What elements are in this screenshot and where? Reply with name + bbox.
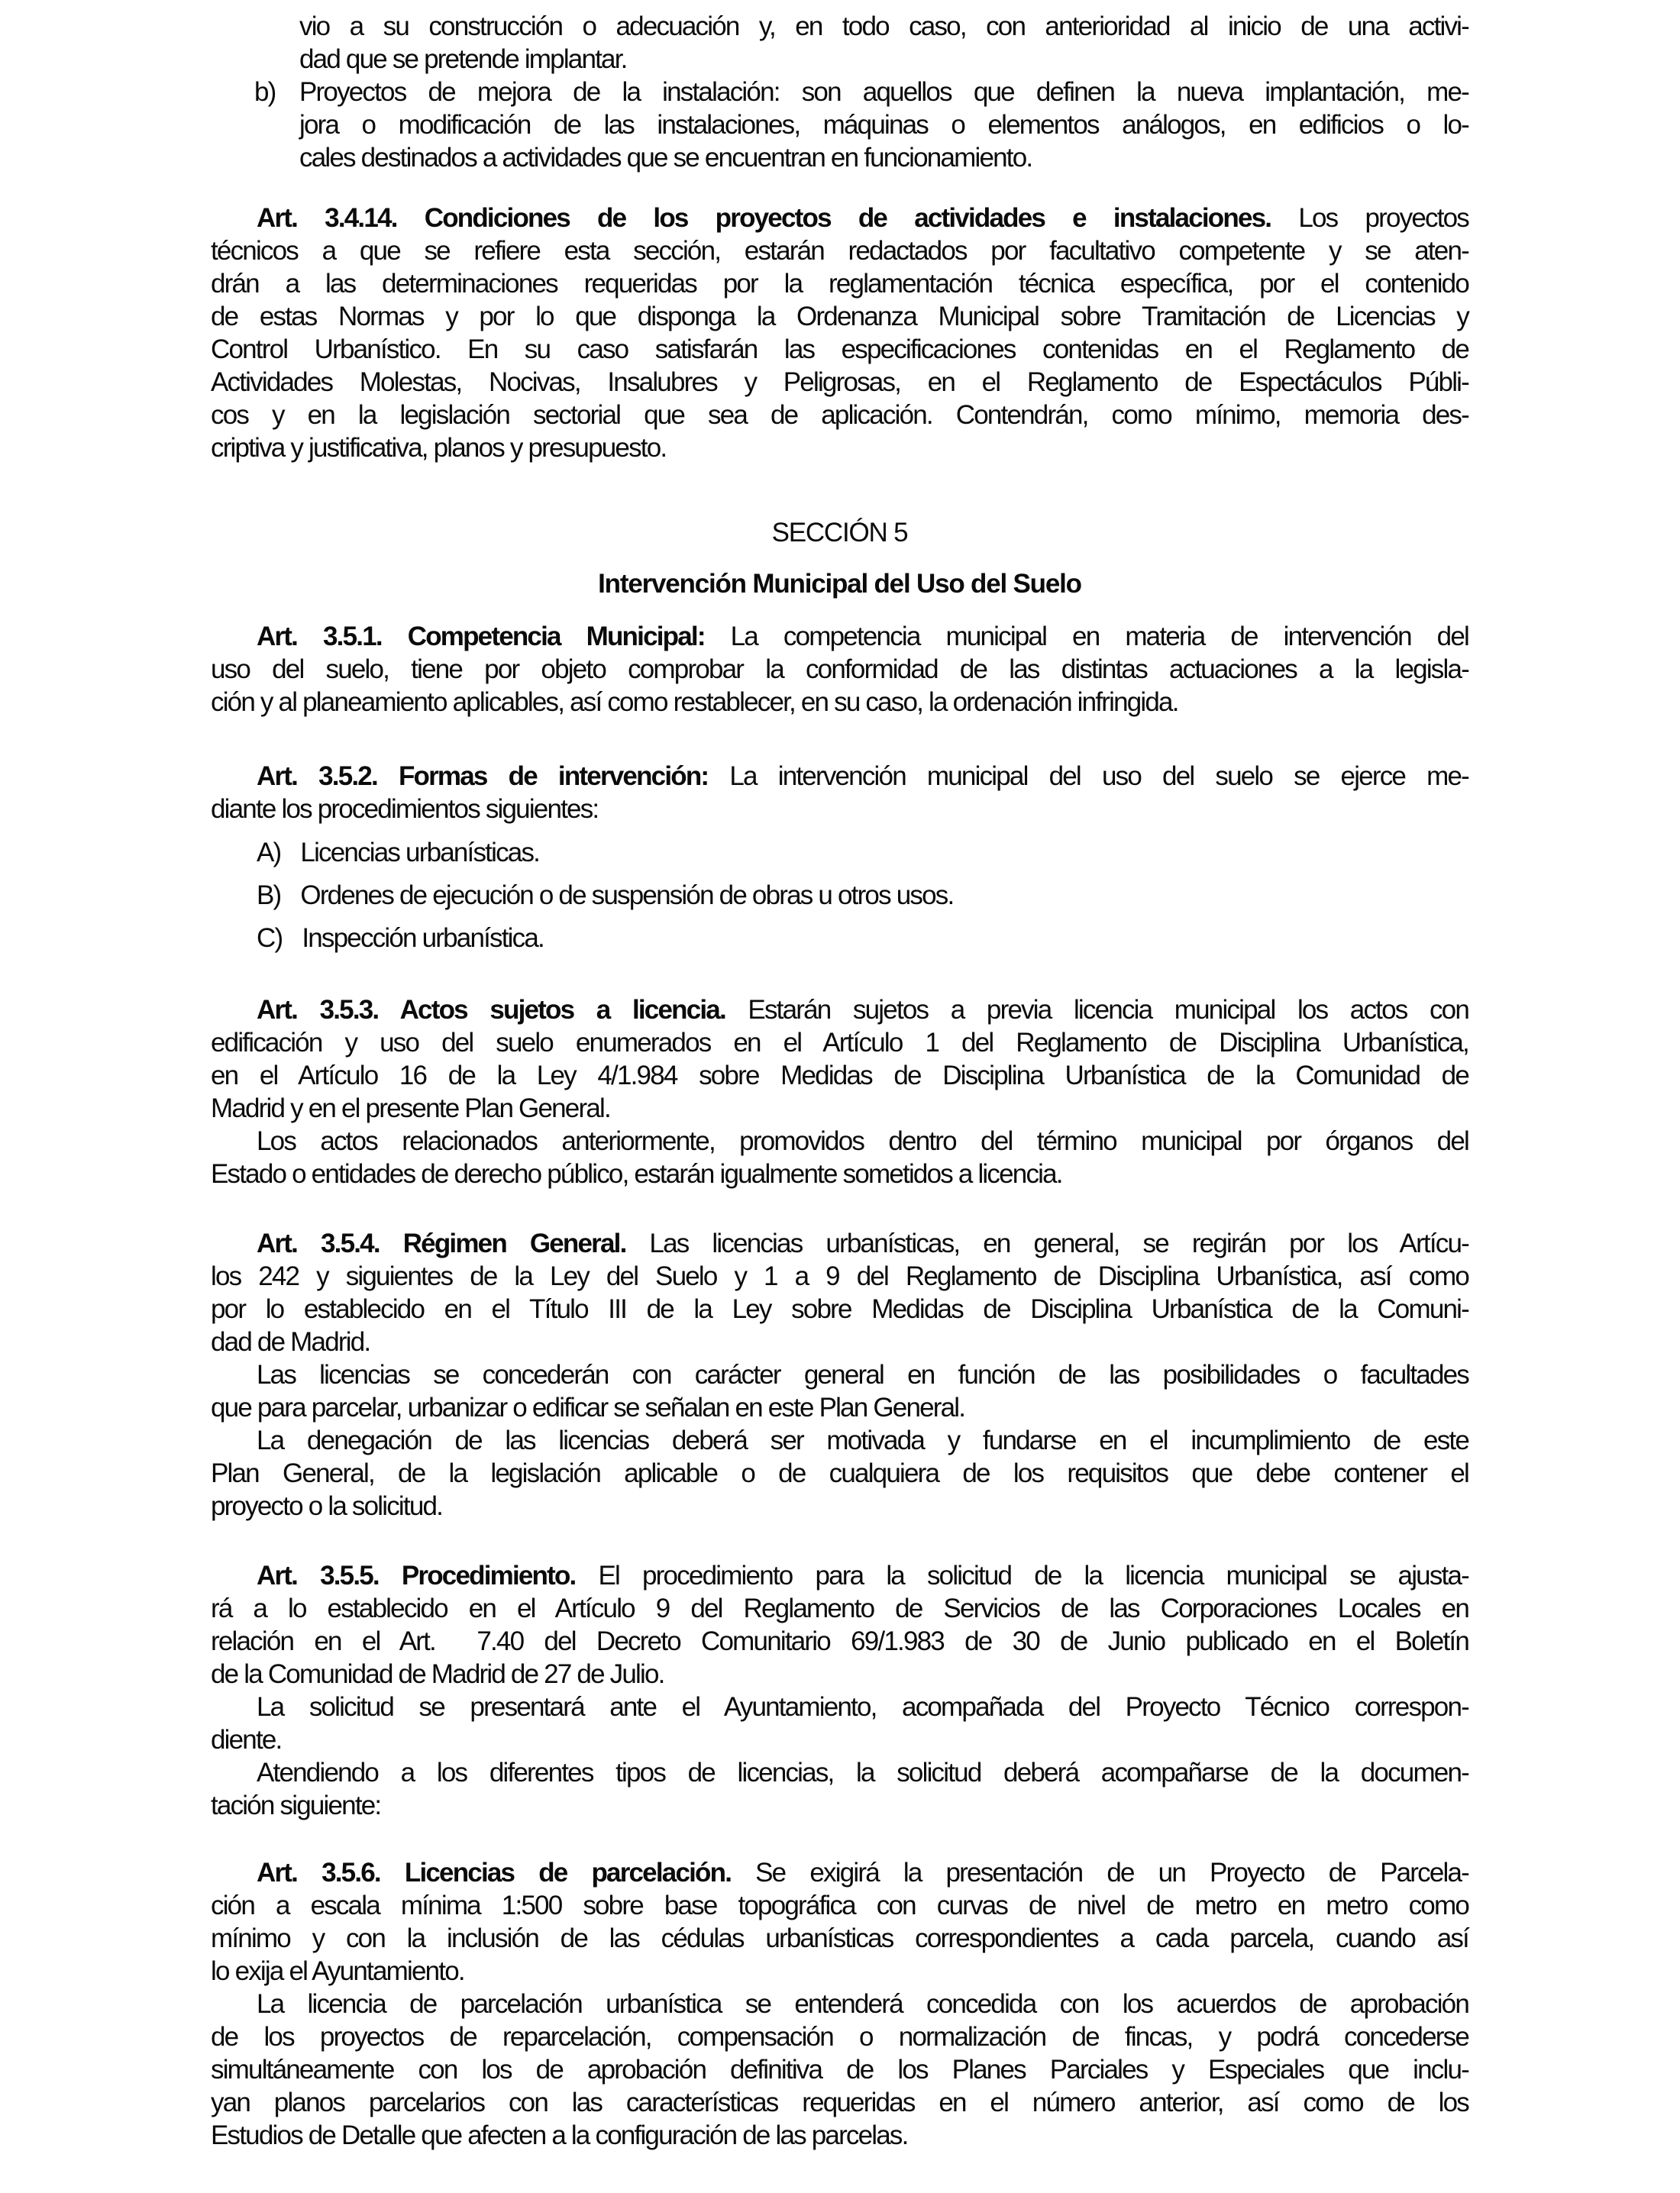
article-lead: La intervención municipal del uso del suelo se ejerce me- <box>708 761 1468 791</box>
article-lead: Se exigirá la presentación de un Proyecto de Parcela- <box>731 1858 1469 1888</box>
text-line: rá a lo establecido en el Artículo 9 del Reglamento de Servicios de las Corporaciones Locales en <box>211 1594 1468 1623</box>
list-item-text: Proyectos de mejora de la instalación: son aquellos que definen la nueva implantación, me- <box>299 77 1468 107</box>
list-item <box>257 879 1468 912</box>
section-title: Intervención Municipal del Uso del Suelo <box>598 569 1081 599</box>
text-line: que para parcelar, urbanizar o edificar se señalan en este Plan General. <box>211 1393 965 1423</box>
text-line: dad que se pretende implantar. <box>299 44 627 74</box>
text-line: yan planos parcelarios con las características requeridas en el número anterior, así como de los <box>211 2088 1468 2117</box>
text-line: simultáneamente con los de aprobación definitiva de los Planes Parciales y Especiales que inclu- <box>211 2055 1468 2085</box>
text-line: ción y al planeamiento aplicables, así como restablecer, en su caso, la ordenación infringida. <box>211 687 1178 717</box>
text-line: Atendiendo a los diferentes tipos de licencias, la solicitud deberá acompañarse de la documen- <box>257 1758 1468 1788</box>
article-lead: Las licencias urbanísticas, en general, se regirán por los Artícu- <box>625 1229 1468 1258</box>
article-paragraph <box>211 1691 1468 1756</box>
article-3-5-1 <box>211 620 1468 719</box>
list-item-text: Ordenes de ejecución o de suspensión de obras u otros usos. <box>300 880 954 910</box>
article-paragraph <box>211 1358 1468 1424</box>
text-line: Los actos relacionados anteriormente, promovidos dentro del término municipal por órganos del <box>257 1126 1468 1156</box>
text-line: en el Artículo 16 de la Ley 4/1.984 sobre Medidas de Disciplina Urbanística de la Comunidad de <box>211 1061 1468 1090</box>
text-line: mínimo y con la inclusión de las cédulas urbanísticas correspondientes a cada parcela, cuando así <box>211 1923 1468 1953</box>
text-line: cos y en la legislación sectorial que sea de aplicación. Contendrán, como mínimo, memoria des- <box>211 400 1468 430</box>
text-line: proyecto o la solicitud. <box>211 1491 443 1521</box>
text-line: criptiva y justificativa, planos y presupuesto. <box>211 433 667 463</box>
text-line <box>211 1856 1468 1889</box>
text-line: cales destinados a actividades que se encuentran en funcionamiento. <box>299 143 1032 173</box>
text-line: lo exija el Ayuntamiento. <box>211 1956 464 1986</box>
article-heading: Art. 3.4.14. Condiciones de los proyectos de actividades e instalaciones. <box>257 203 1271 233</box>
text-line: Plan General, de la legislación aplicable o de cualquiera de los requisitos que debe contener el <box>211 1458 1468 1488</box>
text-line: La solicitud se presentará ante el Ayuntamiento, acompañada del Proyecto Técnico correspon- <box>257 1692 1468 1722</box>
list-item-a-continuation <box>211 10 1468 76</box>
article-body-lines <box>211 1026 1468 1125</box>
text-line: los 242 y siguientes de la Ley del Suelo y 1 a 9 del Reglamento de Disciplina Urbanística, así como <box>211 1261 1468 1291</box>
text-line: diante los procedimientos siguientes: <box>211 794 599 824</box>
list-item <box>257 836 1468 869</box>
text-line <box>211 1227 1468 1260</box>
article-heading: Art. 3.5.1. Competencia Municipal: <box>257 622 705 651</box>
article-heading: Art. 3.5.3. Actos sujetos a licencia. <box>257 995 725 1025</box>
article-body-lines <box>211 793 1468 825</box>
text-line <box>254 76 1468 108</box>
text-line: Estado o entidades de derecho público, estarán igualmente sometidos a licencia. <box>211 1159 1062 1189</box>
section-kicker: SECCIÓN 5 <box>771 518 908 547</box>
text-line: por lo establecido en el Título III de la Ley sobre Medidas de Disciplina Urbanística de la Comuni- <box>211 1294 1468 1324</box>
text-line: jora o modificación de las instalaciones, máquinas o elementos análogos, en edificios o lo- <box>299 110 1468 140</box>
text-line: dad de Madrid. <box>211 1327 370 1357</box>
article-lead: El procedimiento para la solicitud de la licencia municipal se ajusta- <box>575 1561 1468 1591</box>
article-3-4-14 <box>211 202 1468 464</box>
list-item-label: B) <box>257 880 281 910</box>
list-item-label: C) <box>257 923 283 953</box>
text-line: técnicos a que se refiere esta sección, estarán redactados por facultativo competente y se aten- <box>211 236 1468 266</box>
article-heading: Art. 3.5.4. Régimen General. <box>257 1229 626 1258</box>
article-body-lines <box>211 1592 1468 1691</box>
text-line: uso del suelo, tiene por objeto comprobar la conformidad de las distintas actuaciones a la legisla- <box>211 654 1468 684</box>
text-line: ción a escala mínima 1:500 sobre base topográfica con curvas de nivel de metro en metro como <box>211 1891 1468 1920</box>
text-line: La denegación de las licencias deberá ser motivada y fundarse en el incumplimiento de este <box>257 1426 1468 1455</box>
article-heading: Art. 3.5.2. Formas de intervención: <box>257 761 709 791</box>
text-line: de estas Normas y por lo que disponga la Ordenanza Municipal sobre Tramitación de Licencias y <box>211 302 1468 331</box>
text-line: Las licencias se concederán con carácter general en función de las posibilidades o facultades <box>257 1360 1468 1390</box>
text-line: Estudios de Detalle que afecten a la configuración de las parcelas. <box>211 2120 908 2150</box>
list-item <box>257 922 1468 954</box>
article-paragraph <box>211 1756 1468 1822</box>
article-3-5-3 <box>211 993 1468 1190</box>
article-lead: Estarán sujetos a previa licencia municipal los actos con <box>725 995 1468 1025</box>
text-line: de los proyectos de reparcelación, compensación o normalización de fincas, y podrá concederse <box>211 2022 1468 2052</box>
text-line: Actividades Molestas, Nocivas, Insalubres y Peligrosas, en el Reglamento de Espectáculos Públi- <box>211 367 1468 397</box>
text-line: Control Urbanístico. En su caso satisfarán las especificaciones contenidas en el Reglamento de <box>211 334 1468 364</box>
list-item-b <box>211 76 1468 174</box>
text-line: vio a su construcción o adecuación y, en todo caso, con anterioridad al inicio de una activi- <box>299 11 1468 41</box>
article-heading: Art. 3.5.5. Procedimiento. <box>257 1561 576 1591</box>
text-line: Madrid y en el presente Plan General. <box>211 1093 610 1123</box>
text-line <box>211 993 1468 1026</box>
text-line: drán a las determinaciones requeridas por la reglamentación técnica específica, por el contenido <box>211 269 1468 299</box>
article-body-lines <box>211 234 1468 464</box>
list-item-b-lines <box>299 108 1468 174</box>
text-line: diente. <box>211 1725 282 1755</box>
text-line: de la Comunidad de Madrid de 27 de Julio. <box>211 1659 664 1689</box>
article-lead: Los proyectos <box>1271 203 1468 233</box>
list-item-label: b) <box>254 77 276 107</box>
article-3-5-6 <box>211 1856 1468 2152</box>
text-line <box>211 1559 1468 1592</box>
list-item-label: A) <box>257 838 281 867</box>
article-3-5-4 <box>211 1227 1468 1523</box>
article-paragraph <box>211 1988 1468 2152</box>
text-line <box>211 760 1468 793</box>
text-line: relación en el Art. 7.40 del Decreto Comunitario 69/1.983 de 30 de Junio publicado en el Boletín <box>211 1626 1468 1656</box>
article-body-lines <box>211 1889 1468 1988</box>
article-paragraph <box>211 1424 1468 1523</box>
text-line <box>211 620 1468 653</box>
list-item-text: Inspección urbanística. <box>302 923 544 953</box>
article-3-5-2 <box>211 760 1468 825</box>
text-line: tación siguiente: <box>211 1791 381 1820</box>
article-heading: Art. 3.5.6. Licencias de parcelación. <box>257 1858 732 1888</box>
article-3-5-5 <box>211 1559 1468 1822</box>
list-item-text: Licencias urbanísticas. <box>300 838 540 867</box>
article-paragraph <box>211 1125 1468 1190</box>
text-line <box>211 202 1468 234</box>
article-body-lines <box>211 1260 1468 1358</box>
procedures-list <box>211 836 1468 954</box>
text-line: edificación y uso del suelo enumerados en el Artículo 1 del Reglamento de Disciplina Urbanística, <box>211 1028 1468 1058</box>
article-body-lines <box>211 653 1468 719</box>
text-line: La licencia de parcelación urbanística se entenderá concedida con los acuerdos de aprobación <box>257 1989 1468 2019</box>
article-lead: La competencia municipal en materia de intervención del <box>704 622 1468 651</box>
